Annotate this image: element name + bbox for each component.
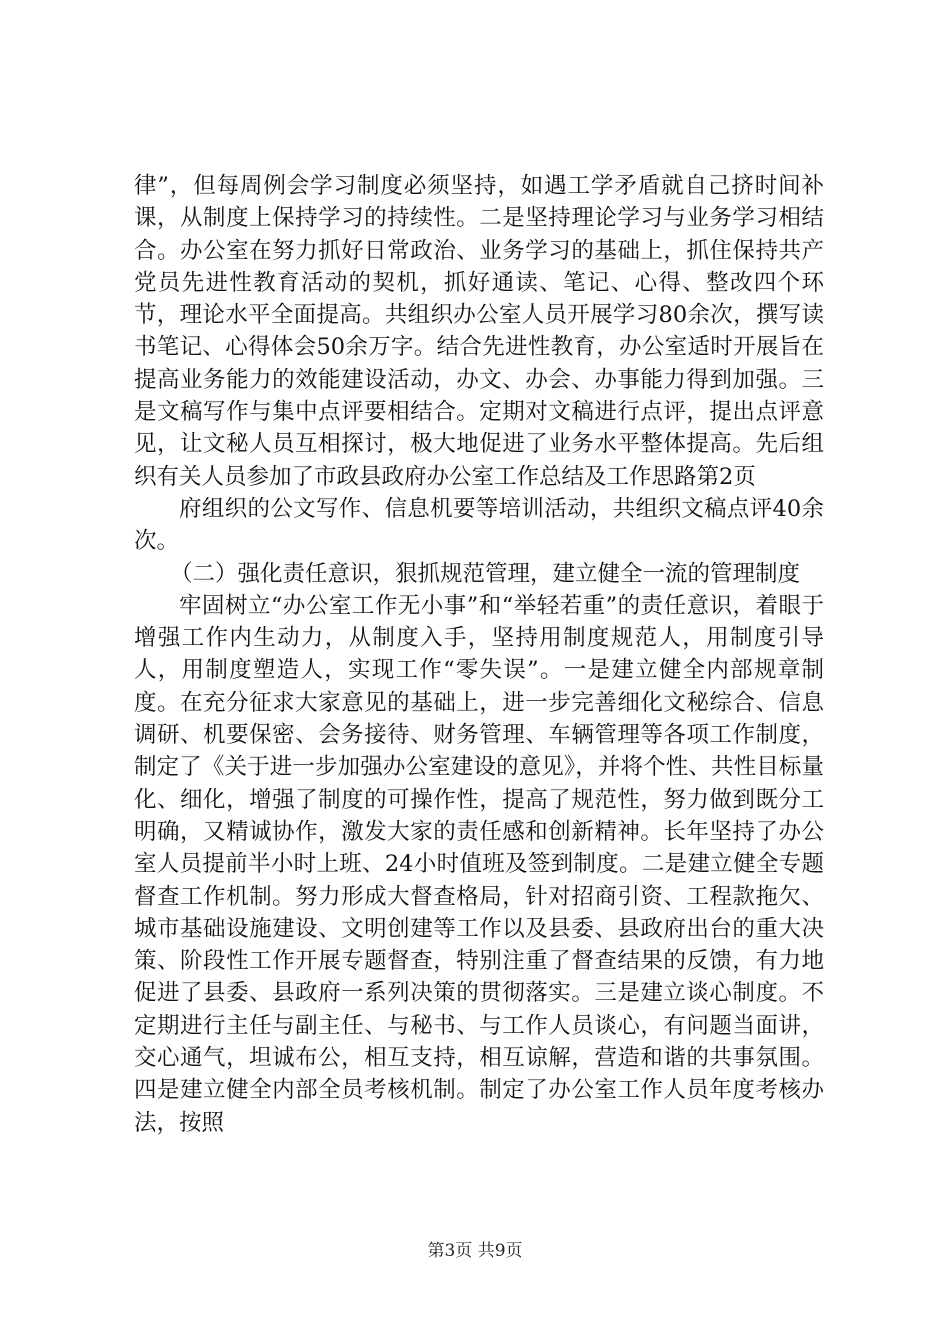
paragraph-2: 府组织的公文写作、信息机要等培训活动，共组织文稿点评40余次。 <box>134 495 824 555</box>
section-heading: （二）强化责任意识，狠抓规范管理，建立健全一流的管理制度 <box>170 560 801 587</box>
document-body <box>134 170 824 1139</box>
paragraph-1: 律”，但每周例会学习制度必须坚持，如遇工学矛盾就自己挤时间补课，从制度上保持学习的持续性。二是坚持理论学习与业务学习相结合。办公室在努力抓好日常政治、业务学习的基础上，抓住保持共产党员先进性教育活动的契机，抓好通读、笔记、心得、整改四个环节，理论水平全面提高。共组织办公室人员开展学习80余次，撰写读书笔记、心得体会50余万字。结合先进性教育，办公室适时开展旨在提高业务能力的效能建设活动，办文、办会、办事能力得到加强。三是文稿写作与集中点评要相结合。定期对文稿进行点评，提出点评意见，让文秘人员互相探讨，极大地促进了业务水平整体提高。先后组织有关人员参加了市政县政府办公室工作总结及工作思路第2页 <box>134 173 824 490</box>
page-footer: 第3页 共9页 <box>427 1241 523 1261</box>
paragraph-3: 牢固树立“办公室工作无小事”和“举轻若重”的责任意识，着眼于增强工作内生动力，从制度入手，坚持用制度规范人，用制度引导人，用制度塑造人，实现工作“零失误”。一是建立健全内部规章制度。在充分征求大家意见的基础上，进一步完善细化文秘综合、信息调研、机要保密、会务接待、财务管理、车辆管理等各项工作制度，制定了《关于进一步加强办公室建设的意见》，并将个性、共性目标量化、细化，增强了制度的可操作性，提高了规范性，努力做到既分工明确，又精诚协作，激发大家的责任感和创新精神。长年坚持了办公室人员提前半小时上班、24小时值班及签到制度。二是建立健全专题督查工作机制。努力形成大督查格局，针对招商引资、工程款拖欠、城市基础设施建设、文明创建等工作以及县委、县政府出台的重大决策、阶段性工作开展专题督查，特别注重了督查结果的反馈，有力地促进了县委、县政府一系列决策的贯彻落实。三是建立谈心制度。不定期进行主任与副主任、与秘书、与工作人员谈心，有问题当面讲，交心通气，坦诚布公，相互支持，相互谅解，营造和谐的共事氛围。四是建立健全内部全员考核机制。制定了办公室工作人员年度考核办法，按照 <box>134 592 824 1136</box>
